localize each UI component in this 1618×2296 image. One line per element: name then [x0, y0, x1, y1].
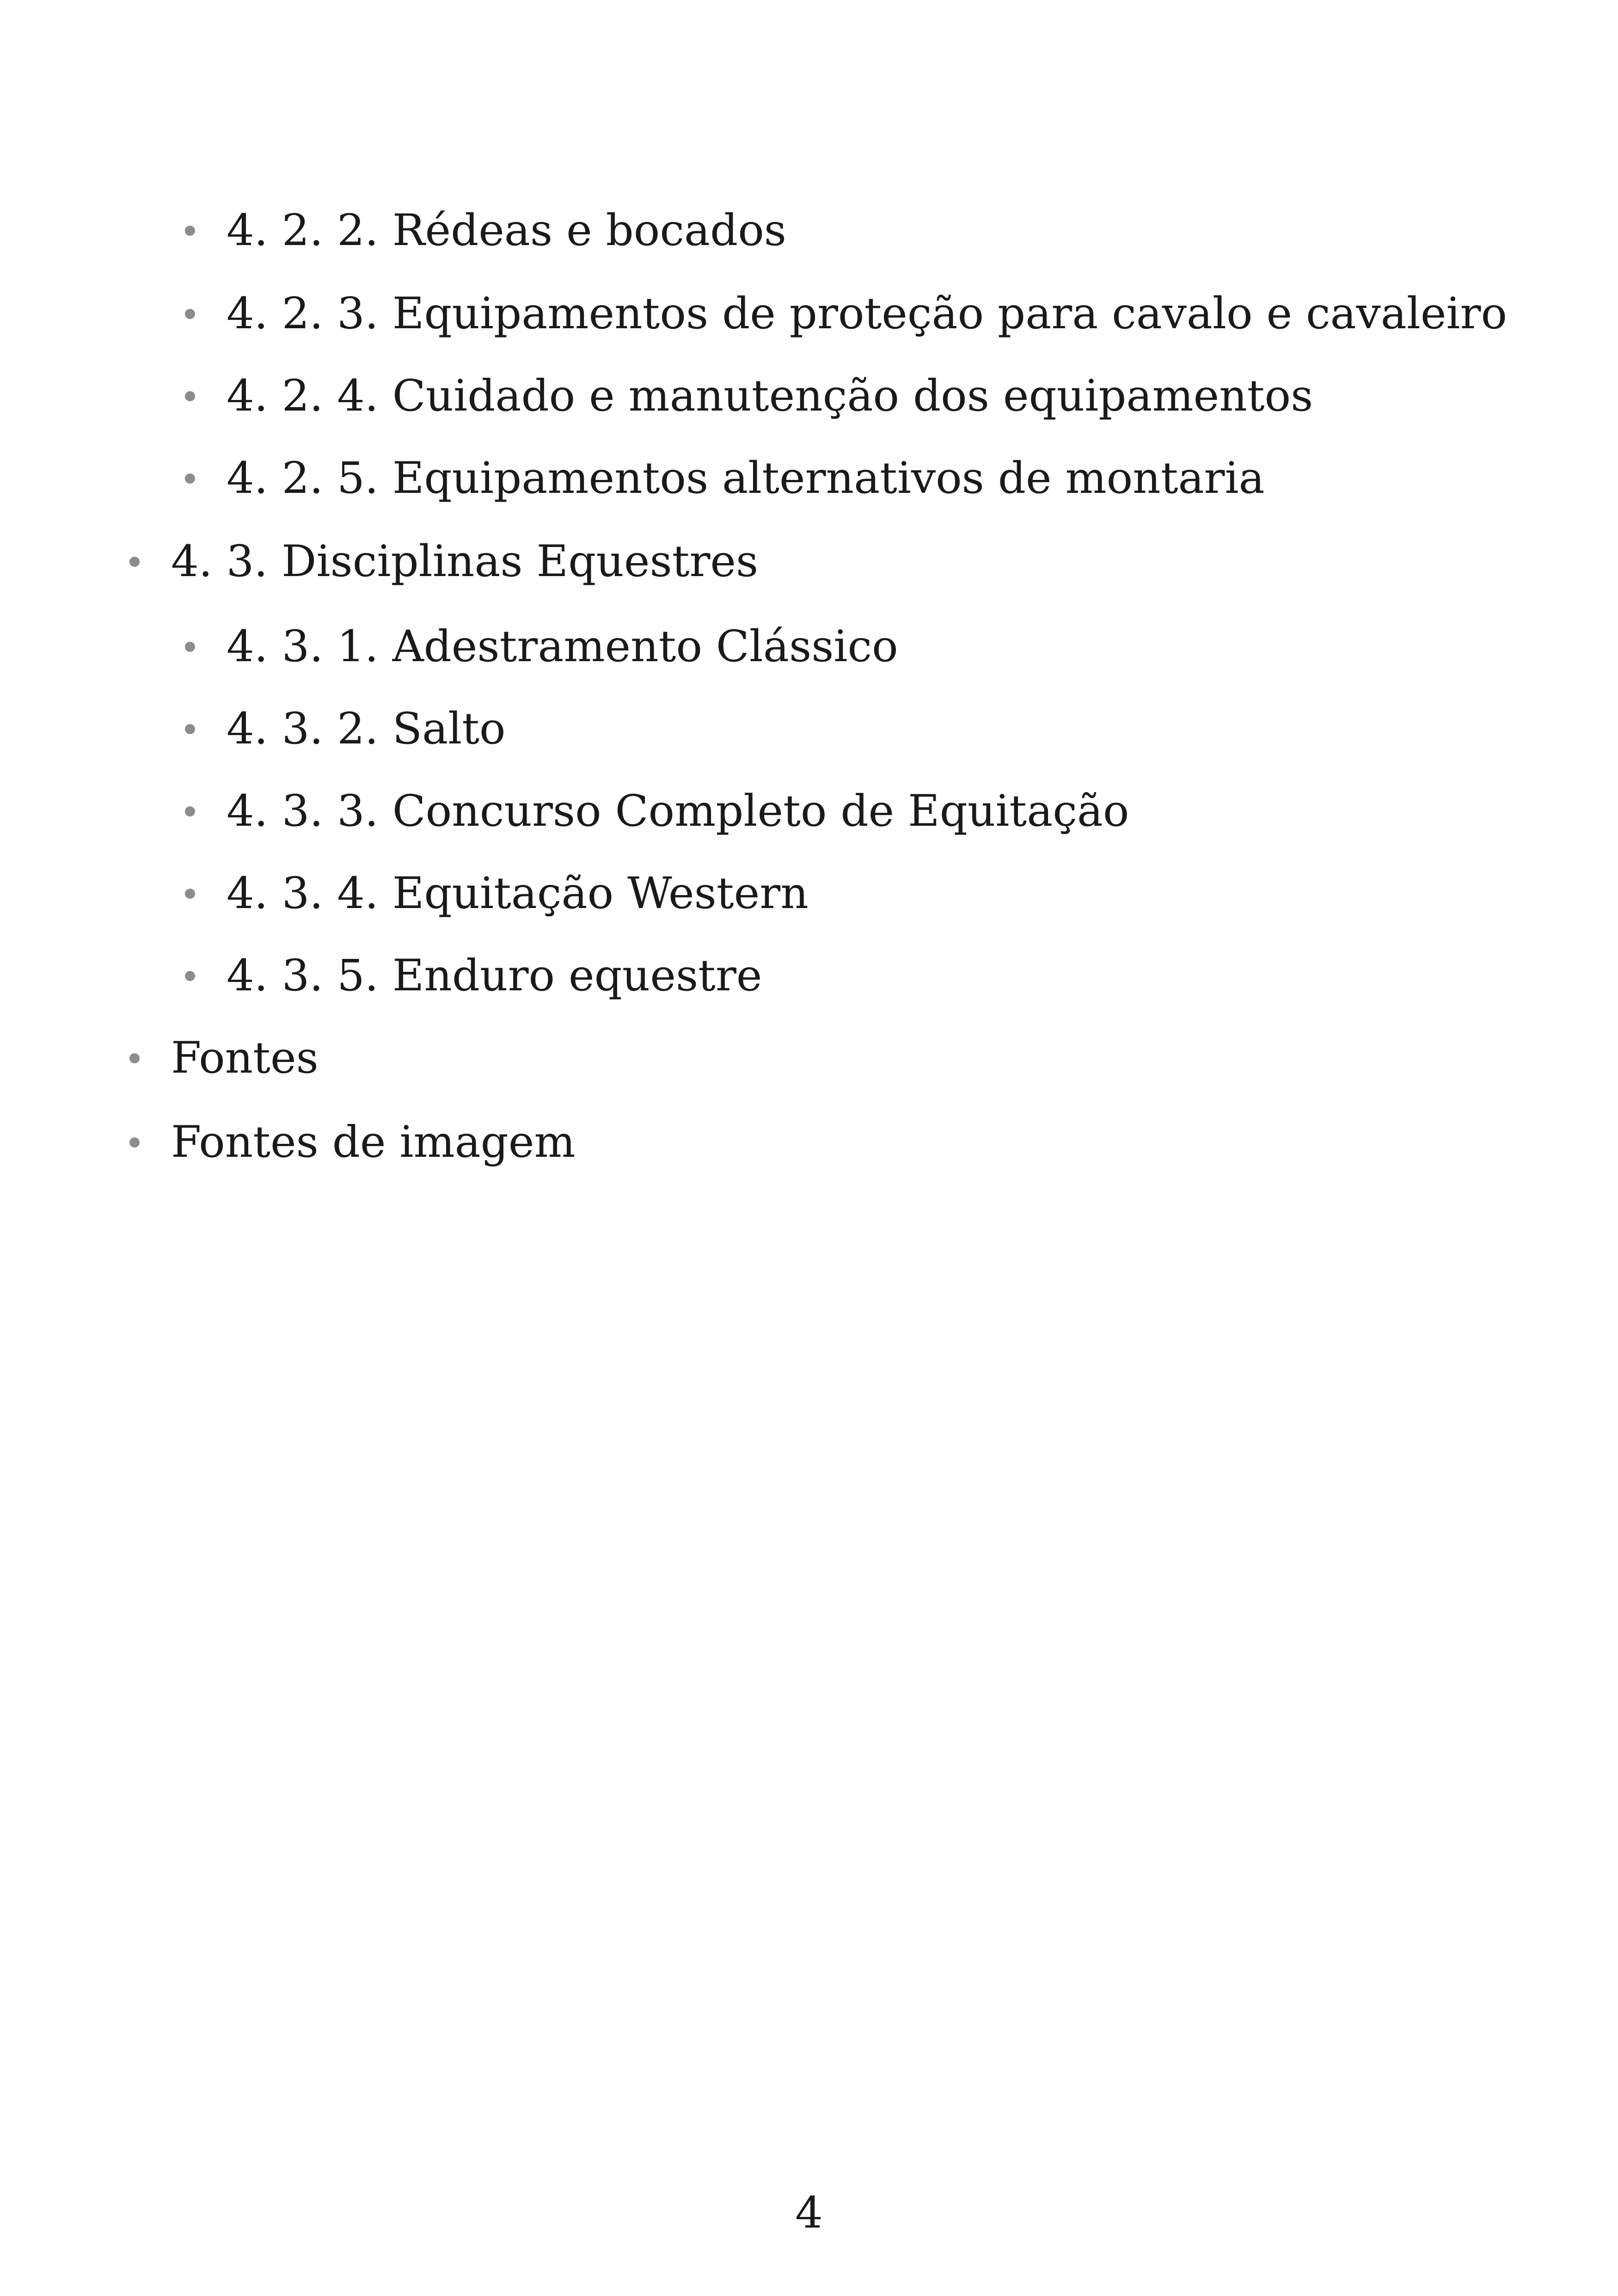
bullet-icon — [185, 642, 195, 652]
toc-item-label: 4. 3. 5. Enduro equestre — [227, 951, 762, 1001]
toc-item-label: 4. 2. 4. Cuidado e manutenção dos equipamentos — [227, 371, 1313, 421]
toc-item-label: 4. 2. 3. Equipamentos de proteção para cavalo e cavaleiro — [227, 289, 1508, 339]
bullet-icon — [185, 473, 195, 484]
toc-item-label: Fontes de imagem — [171, 1117, 576, 1167]
bullet-icon — [185, 971, 195, 981]
toc-item-label: 4. 3. 3. Concurso Completo de Equitação — [227, 786, 1129, 836]
toc-item-label: 4. 3. Disciplinas Equestres — [171, 536, 759, 587]
bullet-icon — [129, 1053, 140, 1063]
bullet-icon — [185, 889, 195, 899]
bullet-icon — [185, 226, 195, 236]
bullet-icon — [129, 557, 140, 567]
toc-item-label: 4. 3. 1. Adestramento Clássico — [227, 621, 898, 672]
toc-item-label: 4. 2. 5. Equipamentos alternativos de montaria — [227, 453, 1265, 503]
bullet-icon — [129, 1137, 140, 1148]
bullet-icon — [185, 309, 195, 319]
bullet-icon — [185, 806, 195, 816]
bullet-icon — [185, 724, 195, 734]
page-number: 4 — [795, 2188, 823, 2238]
toc-item-label: 4. 3. 2. Salto — [227, 704, 506, 754]
toc-item-label: Fontes — [171, 1033, 319, 1083]
bullet-icon — [185, 391, 195, 401]
toc-item-label: 4. 2. 2. Rédeas e bocados — [227, 205, 787, 256]
toc-item-label: 4. 3. 4. Equitação Western — [227, 868, 809, 919]
